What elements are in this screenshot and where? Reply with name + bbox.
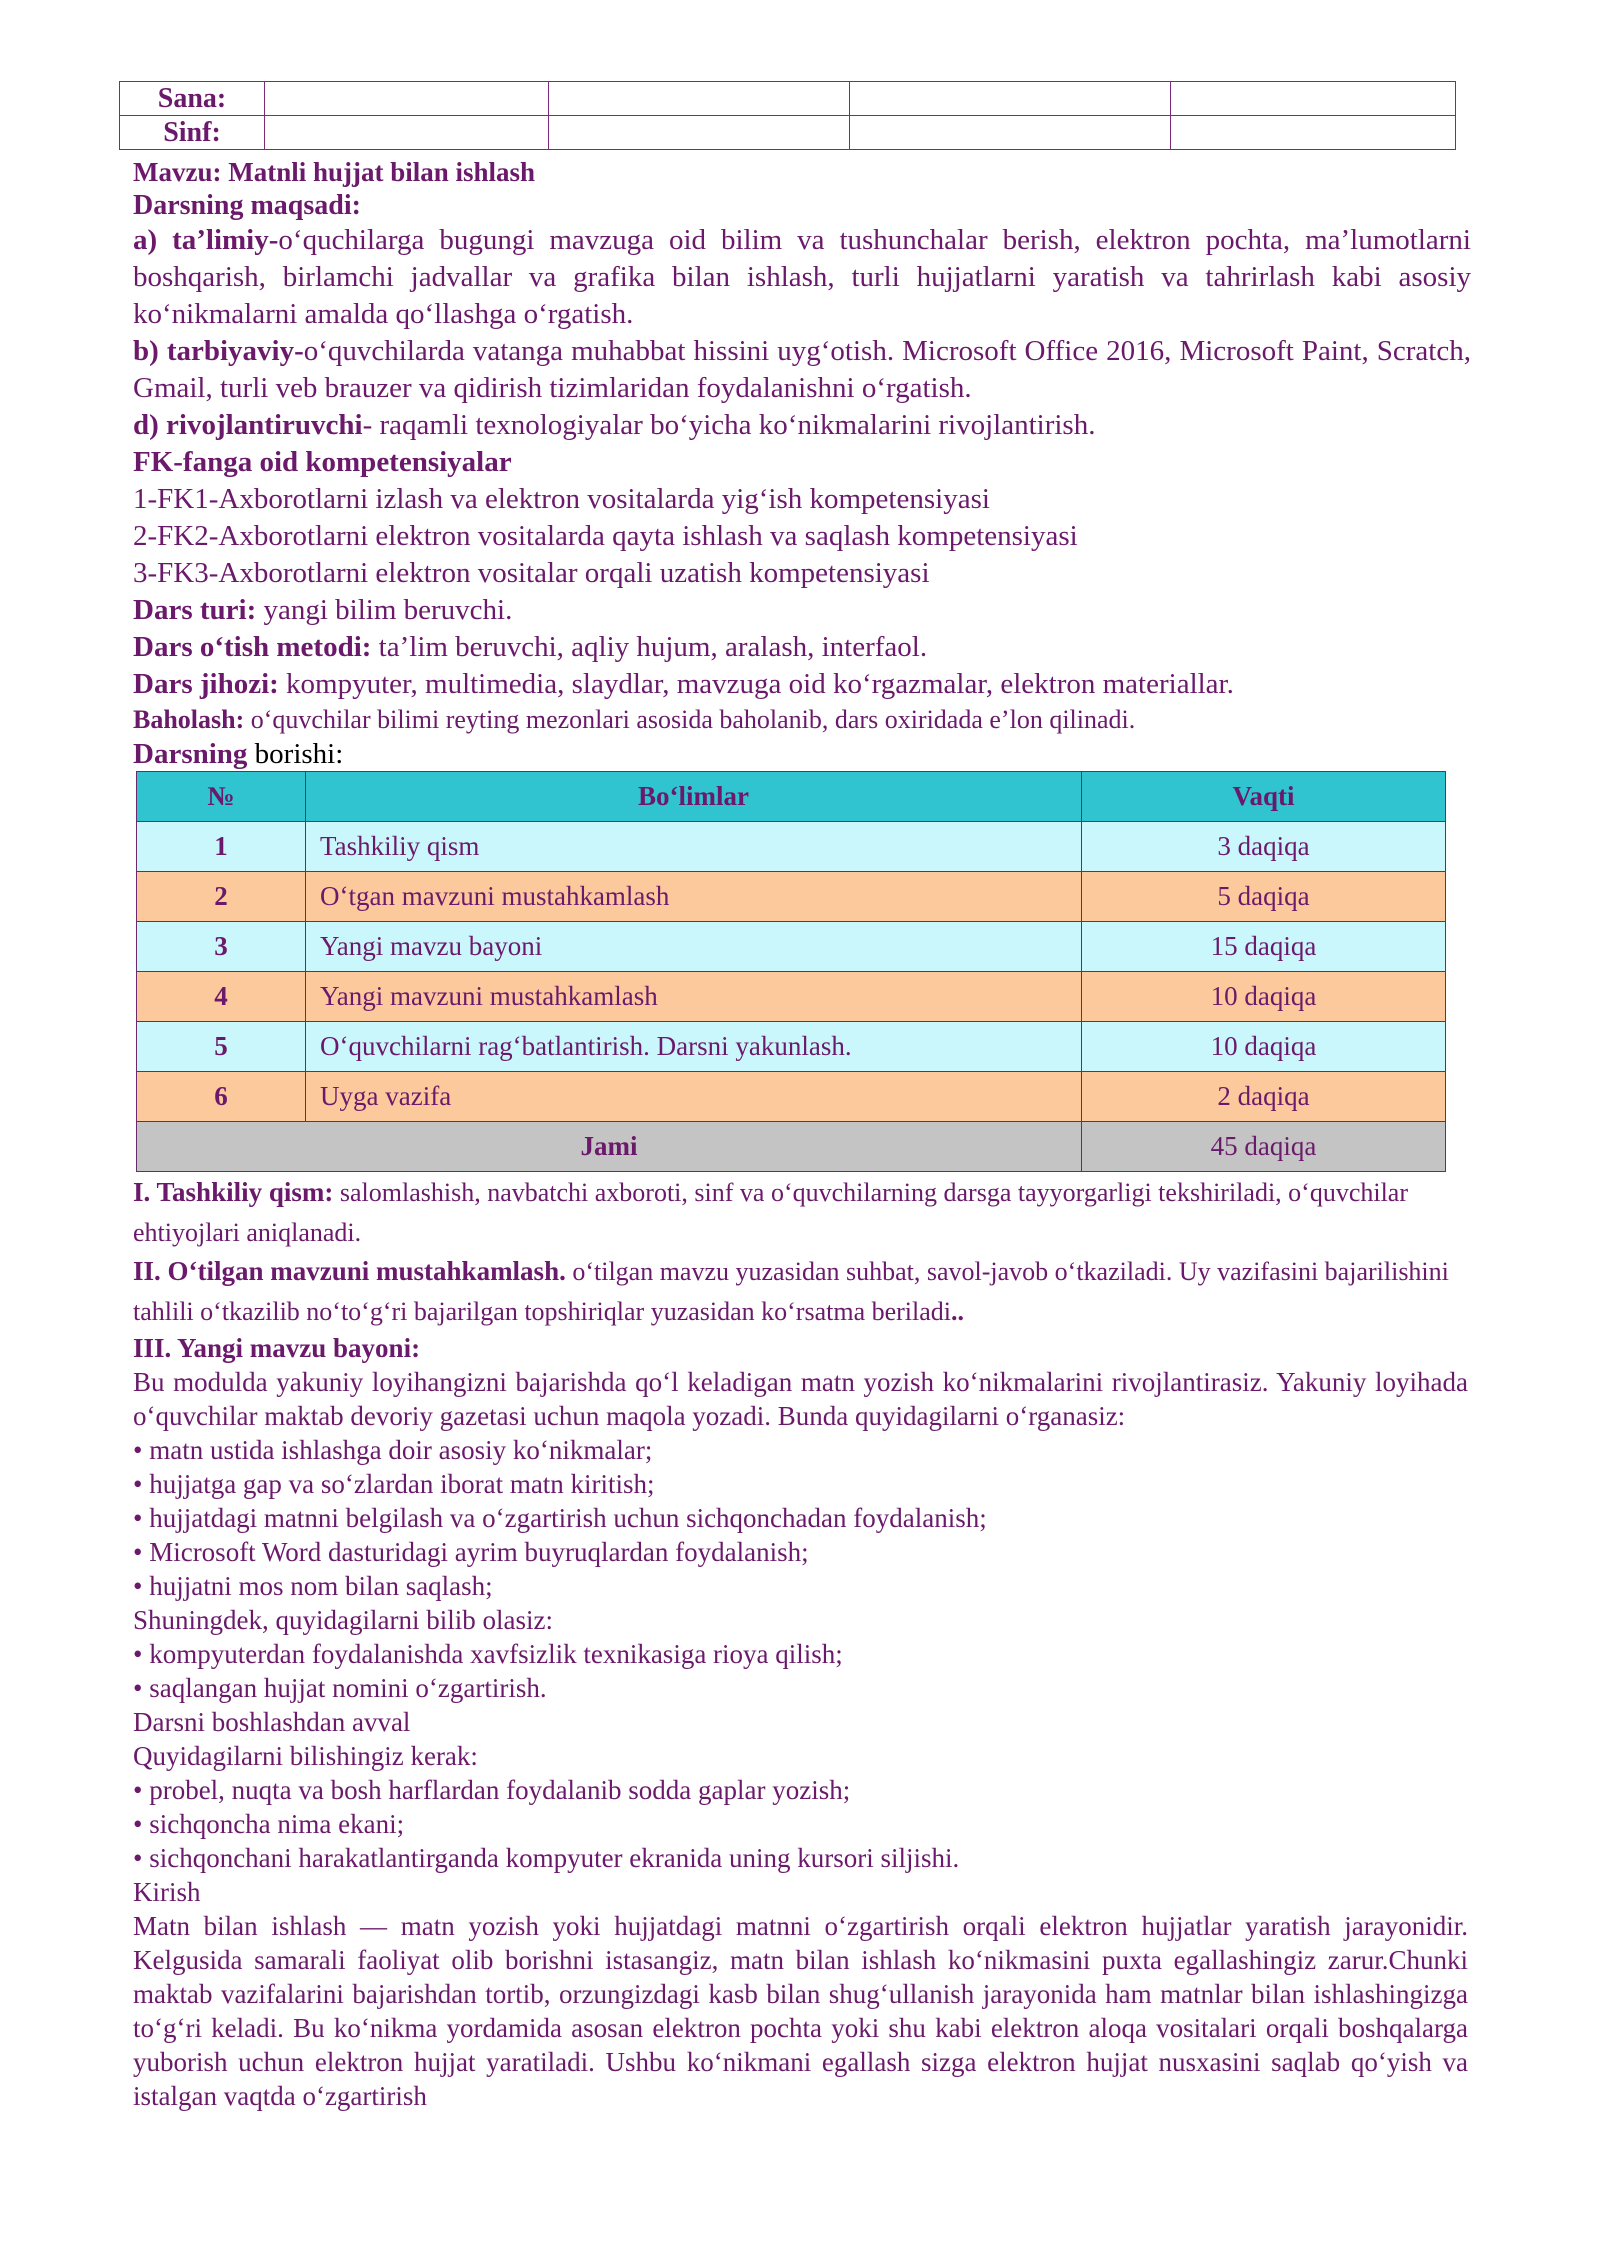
also-item: • kompyuterdan foydalanishda xavfsizlik texnikasiga rioya qilish; <box>133 1637 1468 1671</box>
class-cell <box>265 116 549 150</box>
also-item: • saqlangan hujjat nomini o‘zgartirish. <box>133 1671 1468 1705</box>
row-number: 4 <box>137 972 306 1022</box>
goal-a-text: o‘quchilarga bugungi mavzuga oid bilim va tushunchalar berish, elektron pochta, ma’lumotlarni boshqarish, birlamchi jadvallar va grafika bilan ishlash, turli hujjatlarni yaratish va tahrirlash kabi asosiy ko‘nikmalarni amalda qo‘llashga o‘rgatish. <box>133 224 1471 330</box>
row-time: 3 daqiqa <box>1082 822 1446 872</box>
section-1-label: I. Tashkiliy qism: <box>133 1177 334 1207</box>
schedule-table <box>136 771 1446 1172</box>
learn-item: • hujjatni mos nom bilan saqlash; <box>133 1569 1468 1603</box>
goal-a-label: a) ta’limiy- <box>133 224 279 256</box>
section-1-text: salomlashish, navbatchi axboroti, sinf va o‘quvchilarning darsga tayyorgarligi tekshiriladi, o‘quvchilar ehtiyojlari aniqlanadi. <box>133 1178 1409 1247</box>
row-time: 15 daqiqa <box>1082 922 1446 972</box>
lesson-type-label: Dars turi: <box>133 594 257 626</box>
class-cell <box>549 116 850 150</box>
course-title <box>133 736 343 772</box>
row-section: Yangi mavzuni mustahkamlash <box>306 972 1082 1022</box>
intro-title: Kirish <box>133 1877 201 1907</box>
section-3-intro: Bu modulda yakuniy loyihangizni bajarishda qo‘l keladigan matn yozish ko‘nikmalarini rivojlantirasiz. Yakuniy loyihada o‘quvchilar maktab devoriy gazetasi uchun maqola yozadi. Bunda quyidagilarni o‘rganasiz: <box>133 1367 1468 1431</box>
total-row <box>137 1122 1446 1172</box>
know-item: • sichqonchani harakatlantirganda kompyuter ekranida uning kursori siljishi. <box>133 1841 1468 1875</box>
topic: Mavzu: Matnli hujjat bilan ishlash <box>133 157 536 187</box>
course-title-a: Darsning <box>133 738 248 770</box>
row-section: O‘tgan mavzuni mustahkamlash <box>306 872 1082 922</box>
method-label: Dars o‘tish metodi: <box>133 631 372 663</box>
learn-item: • hujjatdagi matnni belgilash va o‘zgartirish uchun sichqonchadan foydalanish; <box>133 1501 1468 1535</box>
method <box>133 629 927 665</box>
intro-text: Matn bilan ishlash — matn yozish yoki hujjatdagi matnni o‘zgartirish orqali elektron hujjatlar yaratish jarayonidir. Kelgusida samarali faoliyat olib borishni istasangiz, matn bilan ishlash ko‘nikmasini puxta egallashingiz zarur.Chunki maktab vazifalarini bajarishdan tortib, orzungizdagi kasb bilan shug‘ullanish jarayonida ham matnlar bilan ishlashingizga to‘g‘ri keladi. Bu ko‘nikma yordamida asosan elektron pochta yoki shu kabi elektron aloqa vositalari orqali boshqalarga yuborish uchun elektron hujjat yaratiladi. Ushbu ko‘nikmani egallash sizga elektron hujjat nusxasini saqlab qo‘yish va istalgan vaqtda o‘zgartirish <box>133 1911 1468 2111</box>
equipment-label: Dars jihozi: <box>133 668 279 700</box>
row-time: 2 daqiqa <box>1082 1072 1446 1122</box>
date-label: Sana: <box>120 82 265 116</box>
section-2 <box>133 1251 1473 1332</box>
goal-b <box>133 333 1471 407</box>
section-3-label: III. Yangi mavzu bayoni: <box>133 1333 421 1363</box>
row-section: Tashkiliy qism <box>306 822 1082 872</box>
header-sections: Bo‘limlar <box>306 772 1082 822</box>
class-cell <box>850 116 1171 150</box>
lesson-type <box>133 592 512 628</box>
equipment-value: kompyuter, multimedia, slaydlar, mavzuga oid ko‘rgazmalar, elektron materiallar. <box>278 668 1234 700</box>
row-time: 5 daqiqa <box>1082 872 1446 922</box>
fk-item: 1-FK1-Axborotlarni izlash va elektron vositalarda yig‘ish kompetensiyasi <box>133 483 990 515</box>
total-label: Jami <box>137 1122 1082 1172</box>
lesson-type-value: yangi bilim beruvchi. <box>256 594 513 626</box>
table-row <box>137 1022 1446 1072</box>
table-row <box>137 822 1446 872</box>
assessment <box>133 702 1135 738</box>
total-time: 45 daqiqa <box>1082 1122 1446 1172</box>
row-time: 10 daqiqa <box>1082 972 1446 1022</box>
goal-a <box>133 222 1471 333</box>
date-row <box>120 82 1456 116</box>
also-heading: Shuningdek, quyidagilarni bilib olasiz: <box>133 1605 553 1635</box>
learn-item: • matn ustida ishlashga doir asosiy ko‘nikmalar; <box>133 1433 1468 1467</box>
section-2-end: .. <box>951 1297 965 1326</box>
schedule-header-row <box>137 772 1446 822</box>
table-row <box>137 872 1446 922</box>
row-time: 10 daqiqa <box>1082 1022 1446 1072</box>
table-row <box>137 922 1446 972</box>
class-cell <box>1171 116 1456 150</box>
goal-d <box>133 407 1095 443</box>
row-number: 3 <box>137 922 306 972</box>
know-item: • sichqoncha nima ekani; <box>133 1807 1468 1841</box>
assessment-label: Baholash: <box>133 705 245 734</box>
before-heading: Darsni boshlashdan avval <box>133 1707 411 1737</box>
date-cell <box>549 82 850 116</box>
date-cell <box>850 82 1171 116</box>
date-cell <box>265 82 549 116</box>
table-row <box>137 972 1446 1022</box>
row-number: 6 <box>137 1072 306 1122</box>
assessment-value: o‘quvchilar bilimi reyting mezonlari asosida baholanib, dars oxiridada e’lon qilinadi. <box>244 705 1136 734</box>
goal-d-label: d) rivojlantiruvchi <box>133 409 363 441</box>
learn-item: • Microsoft Word dasturidagi ayrim buyruqlardan foydalanish; <box>133 1535 1468 1569</box>
learn-item: • hujjatga gap va so‘zlardan iborat matn kiritish; <box>133 1467 1468 1501</box>
goal-b-text: o‘quvchilarda vatanga muhabbat hissini uyg‘otish. Microsoft Office 2016, Microsoft Paint, Scratch, Gmail, turli veb brauzer va qidirish tizimlaridan foydalanishni o‘rgatish. <box>133 335 1471 404</box>
section-2-label: II. O‘tilgan mavzuni mustahkamlash. <box>133 1256 566 1286</box>
goal-b-label: b) tarbiyaviy- <box>133 335 304 367</box>
row-number: 2 <box>137 872 306 922</box>
date-cell <box>1171 82 1456 116</box>
fk-title: FK-fanga oid kompetensiyalar <box>133 446 512 478</box>
row-section: Uyga vazifa <box>306 1072 1082 1122</box>
header-time: Vaqti <box>1082 772 1446 822</box>
header-number: № <box>137 772 306 822</box>
class-label: Sinf: <box>120 116 265 150</box>
row-number: 5 <box>137 1022 306 1072</box>
class-row <box>120 116 1456 150</box>
section-1 <box>133 1172 1473 1253</box>
section-3 <box>133 1331 1468 2113</box>
know-heading: Quyidagilarni bilishingiz kerak: <box>133 1741 478 1771</box>
row-section: O‘quvchilarni rag‘batlantirish. Darsni yakunlash. <box>306 1022 1082 1072</box>
row-number: 1 <box>137 822 306 872</box>
table-row <box>137 1072 1446 1122</box>
date-class-table <box>119 81 1456 150</box>
equipment <box>133 666 1234 702</box>
know-item: • probel, nuqta va bosh harflardan foydalanib sodda gaplar yozish; <box>133 1773 1468 1807</box>
goal-d-text: - raqamli texnologiyalar bo‘yicha ko‘nikmalarini rivojlantirish. <box>362 409 1096 441</box>
goal-title: Darsning maqsadi: <box>133 190 361 221</box>
fk-item: 3-FK3-Axborotlarni elektron vositalar orqali uzatish kompetensiyasi <box>133 557 930 589</box>
course-title-b: borishi: <box>247 738 344 770</box>
fk-item: 2-FK2-Axborotlarni elektron vositalarda qayta ishlash va saqlash kompetensiyasi <box>133 520 1078 552</box>
row-section: Yangi mavzu bayoni <box>306 922 1082 972</box>
method-value: ta’lim beruvchi, aqliy hujum, aralash, interfaol. <box>371 631 928 663</box>
section-2-text: o‘tilgan mavzu yuzasidan suhbat, savol-javob o‘tkaziladi. Uy vazifasini bajarilishini tahlili o‘tkazilib no‘to‘g‘ri bajarilgan topshiriqlar yuzasidan ko‘rsatma beriladi <box>133 1257 1449 1326</box>
